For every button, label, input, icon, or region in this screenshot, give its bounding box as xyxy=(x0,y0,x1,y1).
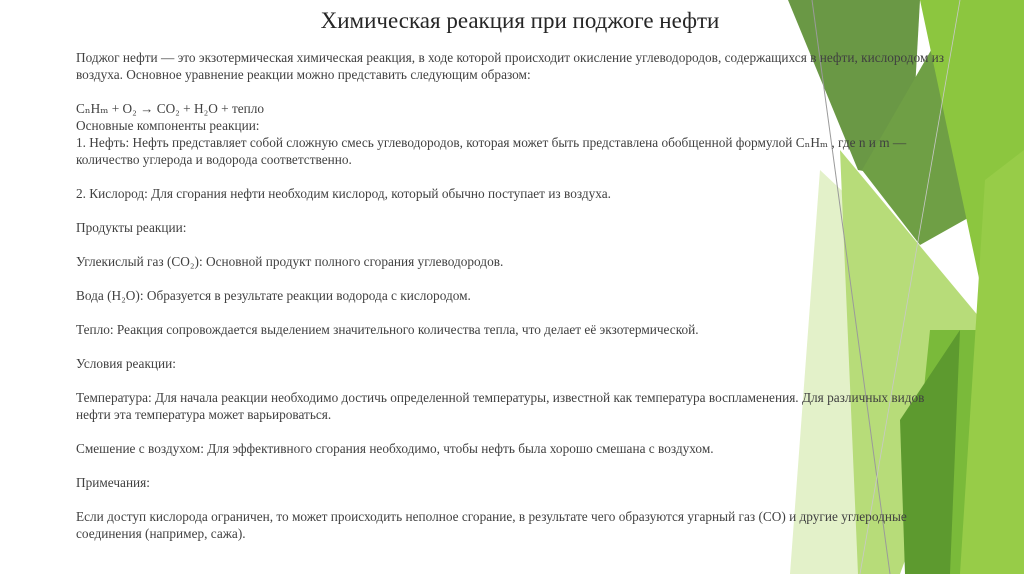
product-co2: Углекислый газ (CO₂): Основной продукт полного сгорания углеводородов. xyxy=(76,254,504,269)
components-heading: Основные компоненты реакции: xyxy=(76,118,260,133)
component-oil: 1. Нефть: Нефть представляет собой сложную смесь углеводородов, которая может быть представлена обобщенной формулой CₙHₘ , где n и m — количество углерода и водорода соответственно. xyxy=(76,135,907,167)
notes-heading: Примечания: xyxy=(76,475,150,490)
slide-title: Химическая реакция при поджоге нефти xyxy=(320,8,720,33)
product-heat: Тепло: Реакция сопровождается выделением значительного количества тепла, что делает её экзотермической. xyxy=(76,322,699,337)
condition-mixing: Смешение с воздухом: Для эффективного сгорания необходимо, чтобы нефть была хорошо смешана с воздухом. xyxy=(76,441,714,456)
products-heading: Продукты реакции: xyxy=(76,220,187,235)
reaction-equation: CₙHₘ + O₂ → CO₂ + H₂O + тепло xyxy=(76,101,265,116)
component-oxygen: 2. Кислород: Для сгорания нефти необходим кислород, который обычно поступает из воздуха. xyxy=(76,186,611,201)
condition-temperature: Температура: Для начала реакции необходимо достичь определенной температуры, известной как температура воспламенения. Для различных видов нефти эта температура может варьироваться. xyxy=(76,390,925,422)
note-incomplete-combustion: Если доступ кислорода ограничен, то может происходить неполное сгорание, в результате чего образуются угарный газ (CO) и другие углеродные соединения (например, сажа). xyxy=(76,509,907,541)
intro-paragraph: Поджог нефти — это экзотермическая химическая реакция, в ходе которой происходит окисление углеводородов, содержащихся в нефти, кислородом из воздуха. Основное уравнение реакции можно представить следующим образом: xyxy=(76,50,945,82)
conditions-heading: Условия реакции: xyxy=(76,356,176,371)
product-water: Вода (H₂O): Образуется в результате реакции водорода с кислородом. xyxy=(76,288,471,303)
slide-body xyxy=(76,49,956,542)
